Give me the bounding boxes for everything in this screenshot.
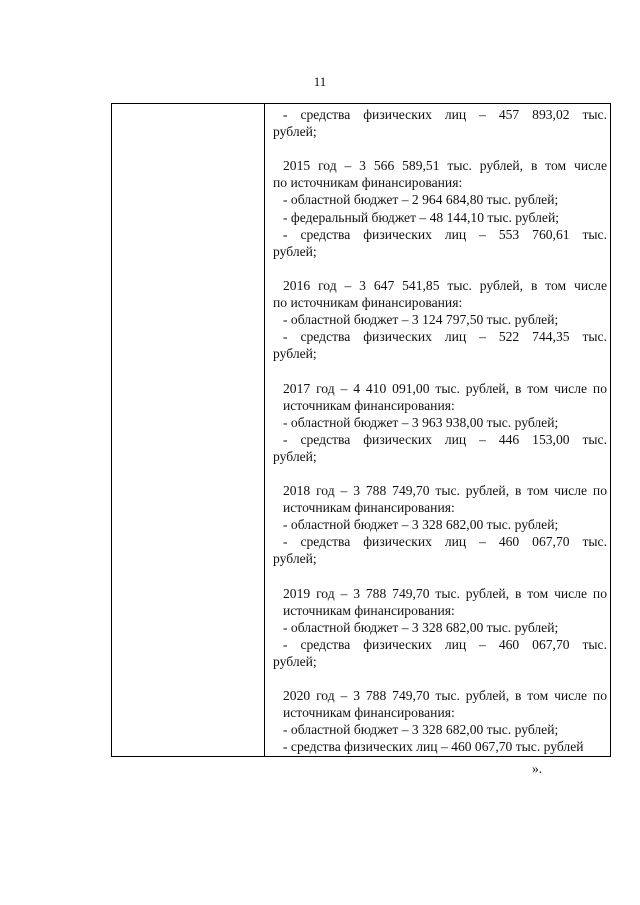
table-right-column [265,104,610,756]
text-line: рублей; [273,448,317,464]
block-year-2019 [273,585,607,670]
table-left-column [112,104,265,756]
text-line: 2015 год – 3 566 589,51 тыс. рублей, в том числе [283,158,607,174]
text-line: рублей; [273,654,317,669]
text-line: 2018 год – 3 788 749,70 тыс. рублей, в том числе по [283,483,607,499]
text-line: - средства физических лиц – 522 744,35 тыс. [283,329,607,345]
text-line: источникам финансирования: [283,705,455,721]
block-year-2016 [273,277,607,362]
text-line: 2017 год – 4 410 091,00 тыс. рублей, в том числе по [283,380,607,396]
text-line: - средства физических лиц – 460 067,70 тыс. [283,534,607,550]
text-line: - областной бюджет – 3 124 797,50 тыс. рублей; [283,312,559,328]
financing-table [111,103,611,757]
text-line: рублей; [273,551,317,567]
block-year-2018 [273,482,607,567]
text-line: источникам финансирования: [283,500,455,516]
text-line: - средства физических лиц – 460 067,70 тыс. рублей [283,739,584,755]
closing-quote-mark: ». [532,761,543,776]
block-year-2015 [273,157,607,260]
text-line: по источникам финансирования: [273,295,463,311]
text-line: - средства физических лиц – 553 760,61 тыс. [283,226,607,242]
text-line: - средства физических лиц – 460 067,70 тыс. [283,636,607,652]
text-line: - областной бюджет – 3 963 938,00 тыс. рублей; [283,414,559,430]
text-line: 2019 год – 3 788 749,70 тыс. рублей, в том числе по [283,585,607,601]
text-line: - федеральный бюджет – 48 144,10 тыс. рублей; [283,209,559,225]
block-year-2020 [273,687,607,755]
block-year-2017 [273,380,607,465]
text-line: - средства физических лиц – 446 153,00 тыс. [283,431,607,447]
block-individuals-initial [273,106,607,140]
text-line: источникам финансирования: [283,602,455,618]
text-line: - областной бюджет – 2 964 684,80 тыс. рублей; [283,192,559,208]
text-line: - областной бюджет – 3 328 682,00 тыс. рублей; [283,722,559,738]
text-line: рублей; [273,124,317,140]
text-line: рублей; [273,243,317,259]
text-line: 2020 год – 3 788 749,70 тыс. рублей, в том числе по [283,688,607,704]
page-number: 11 [313,74,327,89]
text-line: по источникам финансирования: [273,175,463,191]
text-line: - областной бюджет – 3 328 682,00 тыс. рублей; [283,619,559,635]
text-line: 2016 год – 3 647 541,85 тыс. рублей, в том числе [283,277,607,293]
text-line: - областной бюджет – 3 328 682,00 тыс. рублей; [283,517,559,533]
text-line: - средства физических лиц – 457 893,02 тыс. [283,107,607,122]
text-line: рублей; [273,346,317,362]
text-line: источникам финансирования: [283,397,455,413]
